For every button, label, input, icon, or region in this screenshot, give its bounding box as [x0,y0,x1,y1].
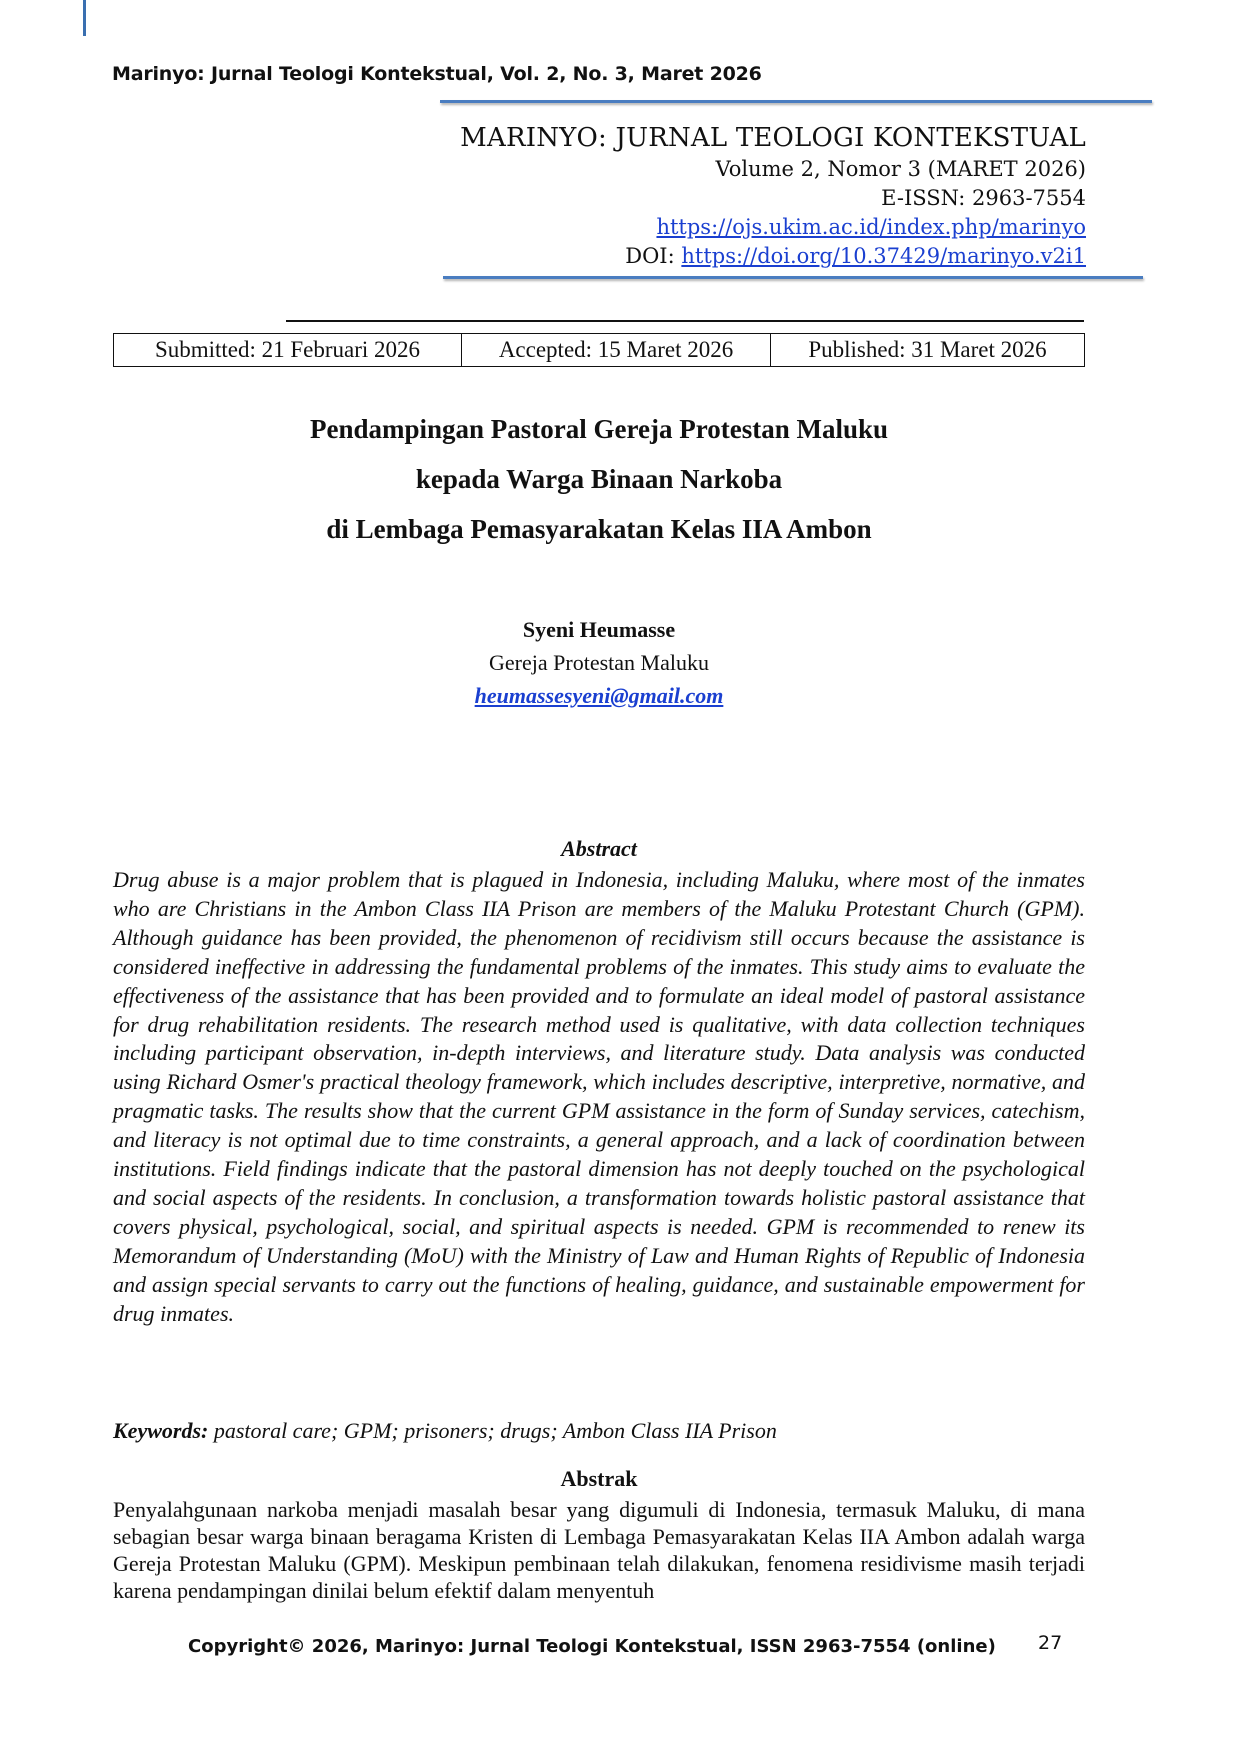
journal-info-box [460,121,1086,271]
keywords-list: pastoral care; GPM; prisoners; drugs; Ambon Class IIA Prison [208,1418,777,1443]
title-line-2: kepada Warga Binaan Narkoba [415,464,783,494]
keywords-label: Keywords: [113,1418,209,1443]
journal-eissn: E-ISSN: 2963-7554 [881,186,1086,210]
title-line-1: Pendampingan Pastoral Gereja Protestan Maluku [310,414,888,444]
journal-name: MARINYO: JURNAL TEOLOGI KONTEKSTUAL [460,123,1086,153]
abstract-text: Drug abuse is a major problem that is plagued in Indonesia, including Maluku, where most of the inmates who are Christians in the Ambon Class IIA Prison are members of the Maluku Protestant Church (GPM). Although guidance has been provided, the phenomenon of recidivism still occurs because the assistance is considered ineffective in addressing the fundamental problems of the inmates. This study aims to evaluate the effectiveness of the assistance that has been provided and to formulate an ideal model of pastoral assistance for drug rehabilitation residents. The research method used is qualitative, with data collection techniques including participant observation, in-depth interviews, and literature study. Data analysis was conducted using Richard Osmer's practical theology framework, which includes descriptive, interpretive, normative, and pragmatic tasks. The results show that the current GPM assistance in the form of Sunday services, catechism, and literacy is not optimal due to time constraints, a general approach, and a lack of coordination between institutions. Field findings indicate that the pastoral dimension has not deeply touched on the psychological and social aspects of the residents. In conclusion, a transformation towards holistic pastoral assistance that covers physical, psychological, social, and spiritual aspects is needed. GPM is recommended to renew its Memorandum of Understanding (MoU) with the Ministry of Law and Human Rights of Republic of Indonesia and assign special servants to carry out the functions of healing, guidance, and sustainable empowerment for drug inmates. [113,867,1085,1326]
left-margin-bar [83,0,86,36]
dates-table [113,333,1085,367]
footer-copyright: Copyright© 2026, Marinyo: Jurnal Teologi Kontekstual, ISSN 2963-7554 (online) [188,1636,996,1657]
title-line-3: di Lembaga Pemasyarakatan Kelas IIA Ambon [326,514,872,544]
separator-line [286,320,1084,322]
submitted-date: Submitted: 21 Februari 2026 [114,334,462,367]
author-email-link[interactable]: heumassesyeni@gmail.com [474,683,724,708]
journal-volume: Volume 2, Nomor 3 (MARET 2026) [715,157,1086,181]
published-date: Published: 31 Maret 2026 [771,334,1085,367]
header-rule-bottom [443,276,1143,279]
author-affiliation: Gereja Protestan Maluku [489,650,709,675]
header-rule-top [440,100,1152,103]
doi-link[interactable]: https://doi.org/10.37429/marinyo.v2i1 [681,244,1086,268]
author-name: Syeni Heumasse [522,617,676,642]
accepted-date: Accepted: 15 Maret 2026 [462,334,771,367]
keywords [113,1418,777,1444]
doi-label: DOI: [625,244,682,268]
abstrak-text: Penyalahgunaan narkoba menjadi masalah besar yang digumuli di Indonesia, termasuk Maluku, di mana sebagian besar warga binaan beragama Kristen di Lembaga Pemasyarakatan Kelas IIA Ambon adalah warga Gereja Protestan Maluku (GPM). Meskipun pembinaan telah dilakukan, fenomena residivisme masih terjadi karena pendampingan dinilai belum efektif dalam menyentuh [113,1497,1085,1603]
page-number: 27 [1038,1632,1063,1654]
running-head: Marinyo: Jurnal Teologi Kontekstual, Vol. 2, No. 3, Maret 2026 [112,63,762,85]
abstrak-heading: Abstrak [560,1466,638,1491]
abstract-heading: Abstract [561,836,637,861]
journal-url-link[interactable]: https://ojs.ukim.ac.id/index.php/marinyo [656,215,1086,239]
